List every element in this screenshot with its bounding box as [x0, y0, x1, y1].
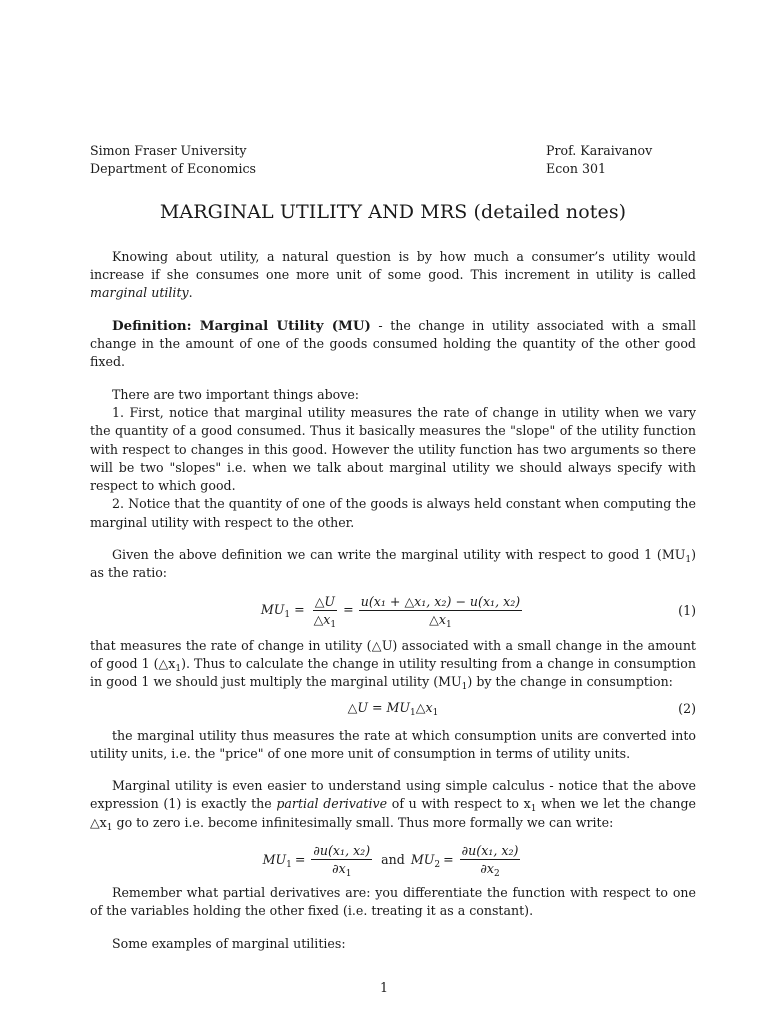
institution-block	[90, 142, 256, 179]
marginal-utility-term: marginal utility	[90, 285, 189, 301]
equation-1: $MU_1$ = $\frac{\triangle U}{\triangle x_1}$ = $\frac{\text{u(x₁ + △x₁, x₂) − u(x₁, x₂)}}{\triangle x_1}$ (1)	[260, 593, 696, 630]
professor-name: Prof. Karaivanov	[546, 143, 653, 158]
definition-heading: Definition: Marginal Utility (MU)	[112, 317, 371, 334]
given-paragraph: Given the above definition we can write the marginal utility with respect to good 1 $(MU_1)$ as the ratio:	[90, 547, 696, 581]
document-page	[90, 142, 696, 953]
course-block	[546, 142, 696, 179]
definition-paragraph: Definition: Marginal Utility (MU) - the change in utility associated with a small change in the amount of one of the goods consumed holding the quantity of the other good fixed.	[90, 317, 696, 370]
equation-number-2: (2)	[678, 700, 696, 716]
list-item-2: 2. Notice that the quantity of one of the goods is always held constant when computing the marginal utility with respect to the other.	[90, 496, 696, 530]
intro-paragraph: Knowing about utility, a natural question is by how much a consumer’s utility would increase if she consumes one more unit of some good. This increment in utility is called marginal utility.	[90, 248, 696, 301]
equation-3: $MU_1$ = $\frac{\text{∂u(x₁, x₂)}}{\partial x_1}$ and $MU_2$ = $\frac{\text{∂u(x₁, x₂)}}{\partial x_2}$	[262, 843, 519, 880]
equation-number-1: (1)	[678, 602, 696, 618]
document-header	[90, 142, 696, 179]
fraction-partial-2: $\frac{\text{∂u(x₁, x₂)}}{\partial x_2}$	[461, 843, 519, 880]
remember-paragraph: Remember what partial derivatives are: you differentiate the function with respect to one of the variables holding the other fixed (i.e. treating it as a constant).	[90, 885, 696, 919]
university-name: Simon Fraser University	[90, 143, 247, 158]
fraction-difference-quotient: $\frac{\text{u(x₁ + △x₁, x₂) − u(x₁, x₂)}}{\triangle x_1}$	[360, 593, 521, 630]
examples-lead: Some examples of marginal utilities:	[112, 935, 346, 951]
fraction-delta-u: $\frac{\triangle U}{\triangle x_1}$	[313, 593, 337, 630]
document-title: MARGINAL UTILITY AND MRS (detailed notes)	[159, 200, 627, 223]
page-number: 1	[379, 980, 388, 995]
fraction-partial-1: $\frac{\text{∂u(x₁, x₂)}}{\partial x_1}$	[313, 843, 371, 880]
calculus-paragraph: Marginal utility is even easier to understand using simple calculus - notice that the above expression (1) is exactly the partial derivative of u with respect to $x_1$ when we let the change $\triangle x_1$ go to zero i.e. become infinitesimally small. Thus more formally we can write:	[90, 778, 696, 833]
after-eq2-paragraph: the marginal utility thus measures the rate at which consumption units are converted into utility units, i.e. the "price" of one more unit of consumption in terms of utility units.	[90, 727, 696, 761]
partial-derivative-term: partial derivative	[276, 796, 388, 812]
equation-2: △U = $MU_1\triangle x_1$ (2)	[347, 700, 696, 719]
after-eq1-paragraph: that measures the rate of change in utility (△U) associated with a small change in the amount of good 1 $(\triangle x_1)$. Thus to calculate the change in utility resulting from a change in consumption in good 1 we should just multiply the marginal utility $(MU_1)$ by the change in consumption:	[90, 637, 696, 693]
course-code: Econ 301	[546, 161, 606, 177]
department-name: Department of Economics	[90, 161, 257, 177]
list-item-1: 1. First, notice that marginal utility measures the rate of change in utility when we vary the quantity of a good consumed. Thus it basically measures the "slope" of the utility function with respect to changes in this good. However the utility function has two arguments so there will be two "slopes" i.e. when we talk about marginal utility we should always specify with respect to which good.	[90, 404, 696, 494]
things-lead: There are two important things above:	[112, 386, 360, 402]
